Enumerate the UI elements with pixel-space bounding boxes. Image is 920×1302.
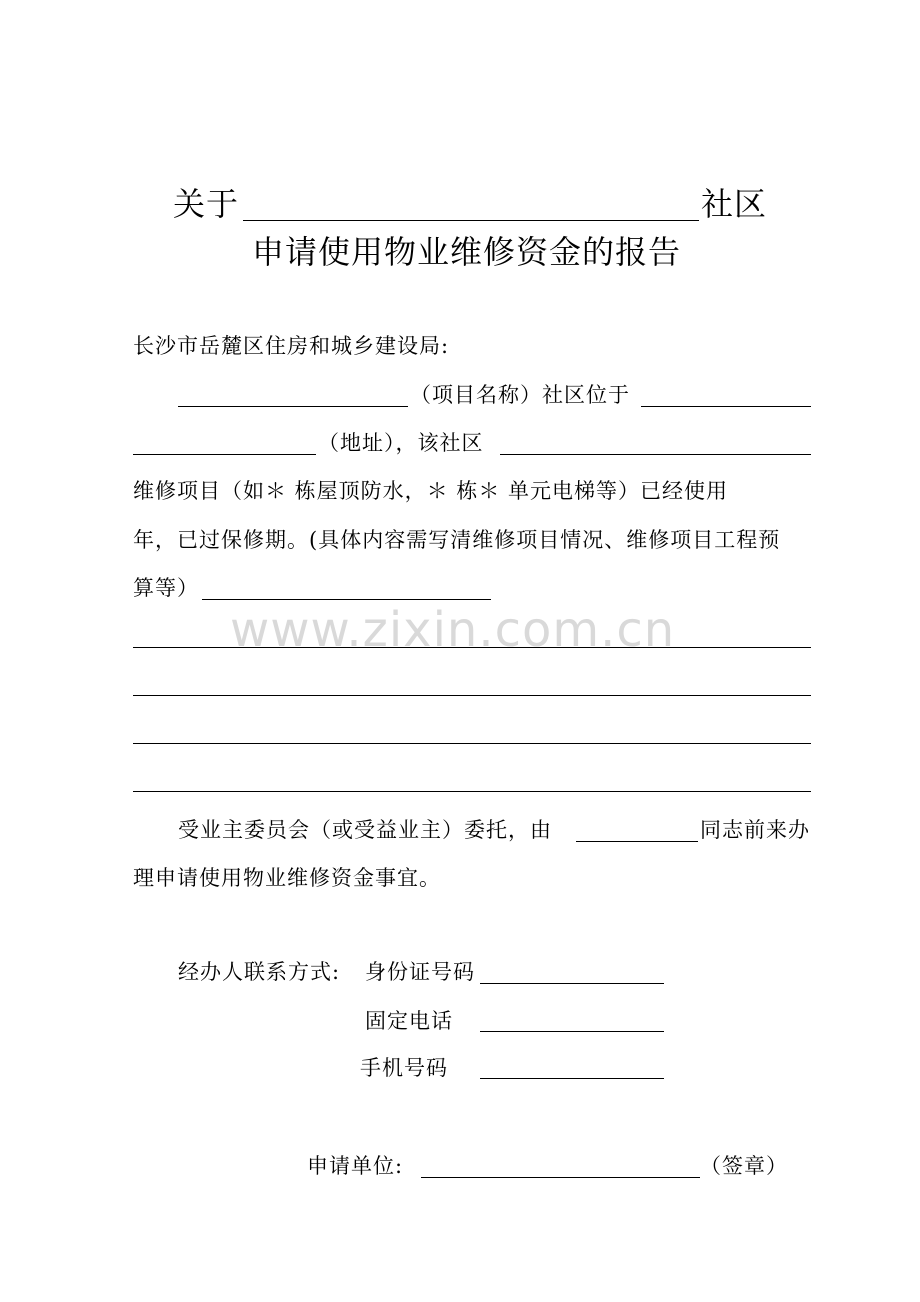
- delegation-text-2: 同志前来办: [700, 818, 810, 842]
- location-blank[interactable]: [641, 406, 811, 407]
- project-name-label: （项目名称）社区位于: [410, 383, 630, 407]
- address-label: （地址），该社区: [318, 431, 484, 455]
- repair-items-blank[interactable]: [500, 454, 811, 455]
- stamp-label: （签章）: [700, 1154, 788, 1178]
- community-name-blank[interactable]: [243, 220, 699, 221]
- delegation-text-1: 受业主委员会（或受益业主）委托，由: [178, 818, 552, 842]
- applicant-blank[interactable]: [421, 1177, 700, 1178]
- id-number-label: 身份证号码: [365, 960, 475, 984]
- project-name-blank[interactable]: [178, 406, 408, 407]
- watermark: www.zixin.com.cn: [230, 602, 676, 658]
- address-blank[interactable]: [133, 454, 316, 455]
- budget-blank[interactable]: [202, 599, 491, 600]
- details-line-3[interactable]: [133, 743, 811, 744]
- addressee: 长沙市岳麓区住房和城乡建设局:: [133, 334, 450, 358]
- landline-label: 固定电话: [365, 1009, 453, 1033]
- details-line-1[interactable]: [133, 647, 811, 648]
- mobile-blank[interactable]: [480, 1078, 664, 1079]
- details-line-2[interactable]: [133, 695, 811, 696]
- mobile-label: 手机号码: [360, 1056, 448, 1080]
- warranty-text: 年，已过保修期。(具体内容需写清维修项目情况、维修项目工程预: [133, 528, 781, 552]
- budget-text: 算等）: [133, 576, 199, 600]
- title-suffix: 社区: [701, 185, 768, 223]
- applicant-label: 申请单位:: [307, 1154, 404, 1178]
- delegate-name-blank[interactable]: [576, 841, 698, 842]
- contact-label: 经办人联系方式:: [178, 960, 341, 984]
- details-line-4[interactable]: [133, 791, 811, 792]
- id-number-blank[interactable]: [480, 983, 664, 984]
- title-line-2: 申请使用物业维修资金的报告: [252, 233, 682, 271]
- delegation-text-3: 理申请使用物业维修资金事宜。: [133, 866, 441, 890]
- landline-blank[interactable]: [480, 1031, 664, 1032]
- title-prefix: 关于: [173, 185, 240, 223]
- repair-items-text: 维修项目（如＊ 栋屋顶防水，＊ 栋＊ 单元电梯等）已经使用: [133, 479, 729, 503]
